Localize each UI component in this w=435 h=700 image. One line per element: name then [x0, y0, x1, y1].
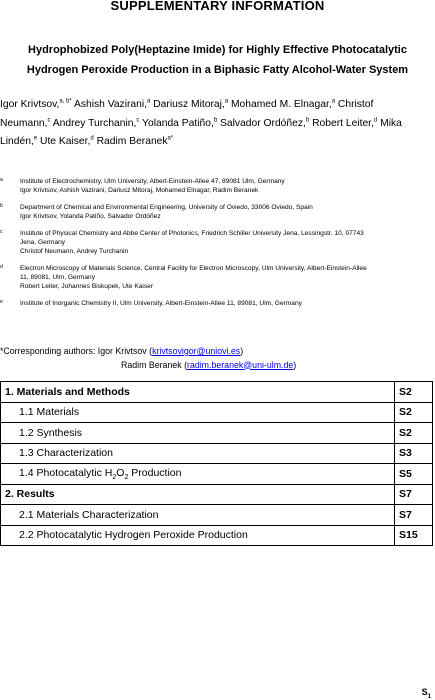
toc-entry-page: S7: [395, 505, 433, 526]
corresponding-line-2: [0, 359, 435, 373]
affiliation-mark: d: [0, 264, 3, 270]
label-text: Production: [128, 466, 182, 479]
toc-row[interactable]: [1, 402, 433, 423]
toc-row[interactable]: [1, 423, 433, 444]
affiliation-members: Robert Leiter, Johannes Biskupek, Ute Kaiser: [20, 283, 154, 290]
author-name: Ute Kaiser,: [37, 136, 91, 147]
affiliation-members: Igor Krivtsov, Ashish Vazirani, Dariusz Mitoraj, Mohamed Elnagar, Radim Beranek: [20, 187, 259, 194]
affiliation-mark: a: [147, 98, 151, 105]
page-number-prefix: S: [421, 687, 428, 697]
toc-entry-page: S2: [395, 423, 433, 444]
email-link-krivtsov[interactable]: krivtsovigor@uniovi.es: [152, 346, 241, 356]
affiliation-mark: c: [0, 229, 3, 235]
author-name: Lindén,: [0, 136, 34, 147]
author-line-1: [0, 96, 432, 115]
author-name: Christof: [335, 99, 374, 110]
affiliation-address: Institute of Electrochemistry, Ulm University, Albert-Einstein-Allee 47, 89081 Ulm, Germany: [20, 178, 285, 185]
toc-entry-label: [1, 464, 395, 485]
page-number: [422, 687, 431, 700]
author-line-3: [0, 133, 432, 152]
toc-entry-page: S3: [395, 443, 433, 464]
affiliation-mark: e: [33, 135, 38, 142]
author-list: [0, 96, 432, 152]
affiliation-address: Electron Microscopy of Materials Science, Central Facility for Electron Microscopy, Ulm University, Albert-Einstein-Allee: [20, 265, 367, 272]
author-name: Ashish Vazirani,: [71, 99, 148, 110]
affiliation-mark: b: [213, 117, 218, 124]
affiliation-mark: c: [136, 117, 140, 124]
toc-entry-label: 2. Results: [1, 484, 395, 505]
email-link-beranek[interactable]: radim.beranek@uni-ulm.de: [187, 359, 294, 370]
author-name: Salvador Ordóñez,: [217, 117, 306, 129]
affiliation-mark: a: [224, 98, 229, 105]
author-name: Igor Krivtsov,: [0, 99, 60, 110]
affiliation-address: Institute of Inorganic Chemistry II, Ulm University, Albert-Einstein-Allee 11, 89081, Ulm, Germany: [20, 300, 302, 307]
title-line-2: Hydrogen Peroxide Production in a Biphasic Fatty Alcohol-Water System: [26, 64, 409, 76]
page-number-value: 1: [427, 693, 431, 700]
label-text: O: [116, 466, 125, 479]
affiliation-members: Christof Neumann, Andrey Turchanin: [20, 248, 129, 255]
toc-entry-page: S5: [395, 464, 433, 485]
toc-row[interactable]: [1, 382, 433, 403]
toc-entry-page: S7: [395, 484, 433, 505]
toc-entry-page: S2: [395, 402, 433, 423]
author-name: Mika: [377, 117, 402, 129]
author-name: Neumann,: [0, 117, 48, 129]
toc-row[interactable]: [1, 443, 433, 464]
paren-close: ): [293, 359, 297, 370]
affiliation-mark: b: [0, 203, 3, 209]
toc-entry-page: S15: [395, 525, 433, 546]
author-name: Dariusz Mitoraj,: [150, 99, 225, 110]
toc-entry-label: 1.2 Synthesis: [1, 423, 395, 444]
toc-row[interactable]: [1, 484, 433, 505]
affiliation-members: Igor Krivtsov, Yolanda Patiño, Salvador Ordóñez: [20, 213, 161, 220]
subscript: 2: [124, 473, 129, 481]
toc-entry-label: 1. Materials and Methods: [1, 382, 395, 403]
corresponding-line-1: [0, 345, 435, 359]
affiliation-mark: e: [0, 299, 3, 305]
table-of-contents: [0, 381, 433, 546]
affiliation-address: Department of Chemical and Environmental Engineering, University of Oviedo, 33006 Oviedo, Spain: [20, 204, 313, 211]
toc-entry-page: S2: [395, 382, 433, 403]
affiliation-mark: a: [331, 98, 336, 105]
author-name: Andrey Turchanin,: [50, 117, 137, 129]
toc-row[interactable]: [1, 464, 433, 485]
author-name: Radim Beranek: [93, 136, 168, 147]
toc-entry-label: 2.2 Photocatalytic Hydrogen Peroxide Production: [1, 525, 395, 546]
affiliation-mark: a*: [167, 135, 174, 142]
corresponding-label: *Corresponding authors: Igor Krivtsov (: [0, 346, 153, 356]
affiliation-mark: a, b*: [59, 98, 72, 105]
affiliation-mark: c: [47, 117, 51, 124]
affiliation-mark: a: [0, 177, 3, 183]
affiliation-mark: d: [90, 135, 94, 142]
toc-row[interactable]: [1, 505, 433, 526]
toc-entry-label: 1.1 Materials: [1, 402, 395, 423]
page-heading: SUPPLEMENTARY INFORMATION: [110, 0, 325, 13]
subscript: 2: [112, 473, 117, 481]
title-line-1: Hydrophobized Poly(Heptazine Imide) for Highly Effective Photocatalytic: [28, 44, 407, 56]
affiliation-address: Jena, Germany: [20, 239, 66, 246]
author-name: Robert Leiter,: [309, 117, 374, 129]
author-line-2: [0, 115, 432, 134]
paper-title: [8, 40, 427, 80]
corresponding-authors: [0, 345, 435, 372]
toc-row[interactable]: [1, 525, 433, 546]
author-name: Yolanda Patiño,: [139, 117, 214, 129]
author-name: Mohamed M. Elnagar,: [228, 99, 332, 110]
affiliation-address: 11, 89081, Ulm, Germany: [20, 274, 96, 281]
affiliation-address: Institute of Physical Chemistry and Abbe Center of Photonics, Friedrich Schiller University Jena, Lessingstr. 10, 07743: [20, 230, 364, 237]
affiliation-mark: b: [305, 117, 310, 124]
toc-entry-label: 1.3 Characterization: [1, 443, 395, 464]
paren-close: ): [240, 346, 244, 356]
toc-entry-label: 2.1 Materials Characterization: [1, 505, 395, 526]
corresponding-name: Radim Beranek (: [121, 359, 188, 370]
label-text: 1.4 Photocatalytic H: [19, 466, 113, 479]
affiliation-mark: d: [373, 117, 378, 124]
